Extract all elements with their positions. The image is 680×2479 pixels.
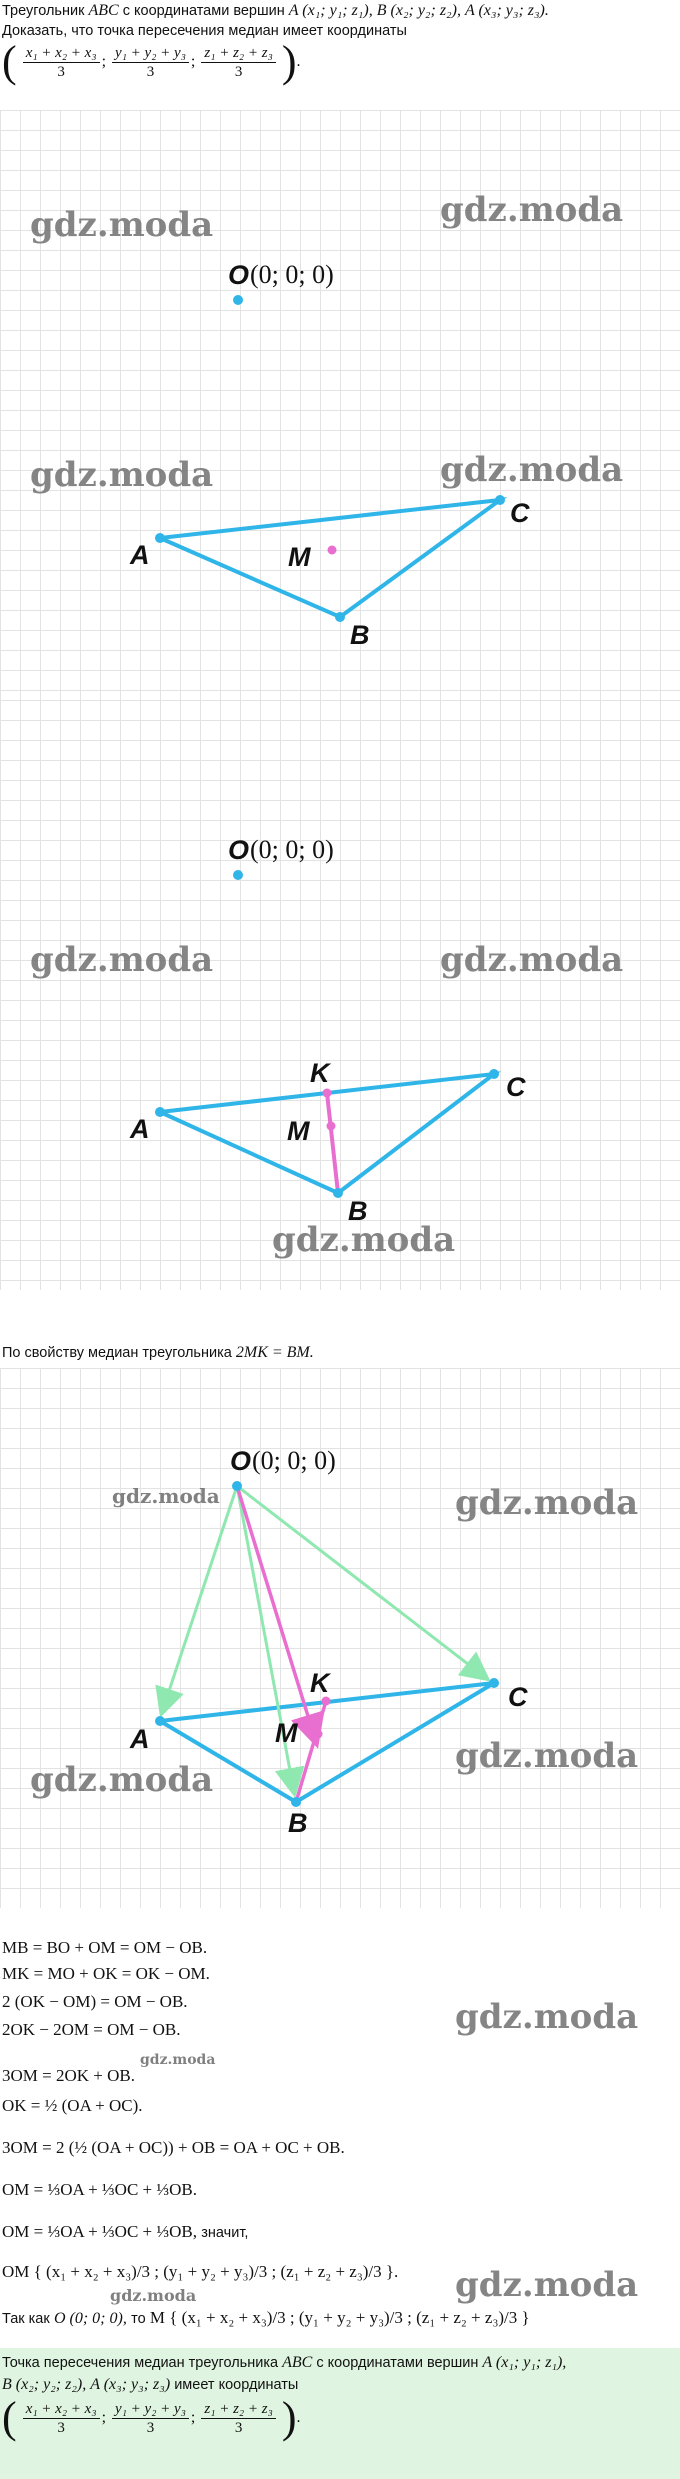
label-b: B (350, 620, 370, 650)
property-formula: 2MK = BM. (235, 1344, 314, 1361)
denominator: 3 (57, 2419, 65, 2436)
label-o: O (228, 835, 250, 865)
fraction-z (201, 2400, 275, 2437)
task-line-1 (2, 2, 549, 20)
watermark: gdz.moda (455, 2265, 639, 2305)
paren: ) (281, 2393, 297, 2442)
proof-line-2: MK = MO + OK = OK − OM. (2, 1964, 210, 1983)
period: . (296, 52, 301, 70)
watermark: gdz.moda (110, 2286, 197, 2305)
proof-line-9 (2, 2222, 248, 2243)
watermark: gdz.moda (440, 190, 624, 230)
coord-o: (0; 0; 0) (250, 260, 334, 289)
answer-text: имеет координаты (174, 2377, 299, 2393)
label-a: A (130, 1724, 150, 1754)
watermark: gdz.moda (455, 1736, 639, 1776)
point-b (291, 1797, 301, 1807)
numerator: y₁ + y₂ + y₃ (112, 2400, 189, 2419)
vertex-a-coords: A (x₁; y₁; z₁), (288, 2, 373, 19)
coord-o: (0; 0; 0) (250, 835, 334, 864)
fraction-x (23, 44, 100, 81)
figure-3-drawing (0, 1368, 680, 1908)
denominator: 3 (234, 63, 243, 80)
figure-1-drawing (0, 110, 680, 700)
watermark: gdz.moda (30, 455, 214, 495)
proof-text: то (131, 2311, 146, 2327)
point-c (495, 495, 505, 505)
paren: ) (281, 37, 297, 86)
watermark: gdz.moda (30, 205, 214, 245)
figure-3 (0, 1368, 680, 1908)
point-o (233, 295, 243, 305)
watermark: gdz.moda (30, 940, 214, 980)
proof-line-5: 3OM = 2OK + OB. (2, 2066, 135, 2085)
point-o (233, 870, 243, 880)
label-m: M (275, 1718, 298, 1748)
figure-2 (0, 700, 680, 1290)
label-c: C (508, 1682, 528, 1712)
answer-text: Точка пересечения медиан треугольника (2, 2355, 279, 2371)
proof-formula: OM = ⅓OA + ⅓OC + ⅓OB, (2, 2222, 198, 2241)
numerator: y₁ + y₂ + y₃ (112, 44, 189, 63)
fraction-y (112, 44, 189, 81)
answer-line-1 (2, 2354, 566, 2372)
point-m (314, 1730, 323, 1739)
watermark: gdz.moda (440, 940, 624, 980)
point-b (333, 1188, 343, 1198)
property-text: По свойству медиан треугольника (2, 1345, 232, 1361)
separator: ; (101, 2408, 107, 2426)
answer-line-2 (2, 2376, 298, 2394)
separator: ; (190, 52, 196, 70)
proof-line-1: MB = BO + OM = OM − OB. (2, 1938, 208, 1957)
numerator: x₁ + x₂ + x₃ (23, 2400, 100, 2419)
label-k: K (310, 1668, 330, 1698)
point-a (155, 533, 165, 543)
figure-2-drawing (0, 700, 680, 1290)
answer-formula (2, 2393, 301, 2454)
point-b (335, 612, 345, 622)
point-k (323, 1089, 332, 1098)
point-c (489, 1678, 499, 1688)
watermark: gdz.moda (272, 1220, 456, 1260)
coord-o: (0; 0; 0) (252, 1446, 336, 1475)
vector-oc (237, 1486, 486, 1678)
label-b: B (288, 1808, 308, 1838)
label-c: C (510, 498, 530, 528)
proof-line-10: OM { (x₁ + x₂ + x₃)/3 ; (y₁ + y₂ + y₃)/3 ; (z₁ + z₂ + z₃)/3 }. (2, 2262, 399, 2281)
vertex-c-coords: A (x₃; y₃; z₃) (90, 2376, 171, 2393)
proof-text: Так как (2, 2311, 50, 2327)
figure-1 (0, 110, 680, 700)
separator: ; (190, 2408, 196, 2426)
proof-line-7: 3OM = 2 (½ (OA + OC)) + OB = OA + OC + OB. (2, 2138, 345, 2157)
numerator: z₁ + z₂ + z₃ (201, 2400, 275, 2419)
median-bk (327, 1093, 338, 1193)
label-c: C (506, 1072, 526, 1102)
label-b: B (348, 1196, 368, 1226)
proof-text: значит, (201, 2225, 249, 2241)
task-formula (2, 37, 301, 98)
proof-line-6: OK = ½ (OA + OC). (2, 2096, 143, 2115)
watermark: gdz.moda (112, 1484, 220, 1508)
paren: ( (2, 2393, 17, 2442)
label-a: A (130, 540, 150, 570)
label-o: O (230, 1446, 252, 1476)
task-line-2: Доказать, что точка пересечения медиан имеет координаты (2, 23, 407, 39)
fraction-y (112, 2400, 189, 2437)
triangle-name: ABC (282, 2354, 313, 2371)
point-c (489, 1069, 499, 1079)
watermark: gdz.moda (455, 1997, 639, 2037)
denominator: 3 (146, 63, 155, 80)
vertex-a-coords: A (x₁; y₁; z₁), (482, 2354, 567, 2371)
denominator: 3 (57, 63, 65, 80)
point-o (232, 1481, 242, 1491)
answer-text: с координатами вершин (316, 2355, 479, 2371)
fraction-z (201, 44, 275, 81)
point-o-coords: O (0; 0; 0), (53, 2310, 127, 2327)
separator: ; (101, 52, 107, 70)
label-o: O (228, 260, 250, 290)
paren: ( (2, 37, 17, 86)
watermark: gdz.moda (455, 1483, 639, 1523)
watermark: gdz.moda (440, 450, 624, 490)
median-property (2, 1344, 314, 1362)
point-a (155, 1107, 165, 1117)
answer-box (0, 2348, 680, 2479)
period: . (296, 2408, 301, 2426)
proof-line-11 (2, 2308, 530, 2329)
task-text: Треугольник (2, 3, 85, 19)
task-text: с координатами вершин (122, 3, 285, 19)
label-m: M (287, 1116, 310, 1146)
denominator: 3 (146, 2419, 155, 2436)
triangle-abc (160, 500, 500, 617)
numerator: z₁ + z₂ + z₃ (201, 44, 275, 63)
watermark: gdz.moda (30, 1760, 214, 1800)
triangle-name: ABC (88, 2, 119, 19)
point-m (327, 1122, 336, 1131)
proof-line-4: 2OK − 2OM = OM − OB. (2, 2020, 181, 2039)
vector-oa (162, 1486, 237, 1712)
vertex-c-coords: A (x₃; y₃; z₃). (464, 2, 549, 19)
vertex-b-coords: B (x₂; y₂; z₂), (2, 2376, 87, 2393)
numerator: x₁ + x₂ + x₃ (23, 44, 100, 63)
proof-line-3: 2 (OK − OM) = OM − OB. (2, 1992, 188, 2011)
vertex-b-coords: B (x₂; y₂; z₂), (376, 2, 461, 19)
label-k: K (310, 1058, 330, 1088)
label-a: A (130, 1114, 150, 1144)
fraction-x (23, 2400, 100, 2437)
label-m: M (288, 542, 311, 572)
point-a (155, 1716, 165, 1726)
proof-line-8: OM = ⅓OA + ⅓OC + ⅓OB. (2, 2180, 198, 2199)
denominator: 3 (234, 2419, 243, 2436)
point-m-coords: M { (x₁ + x₂ + x₃)/3 ; (y₁ + y₂ + y₃)/3 ; (z₁ + z₂ + z₃)/3 } (149, 2308, 530, 2327)
point-m (328, 546, 337, 555)
watermark: gdz.moda (140, 2052, 216, 2068)
